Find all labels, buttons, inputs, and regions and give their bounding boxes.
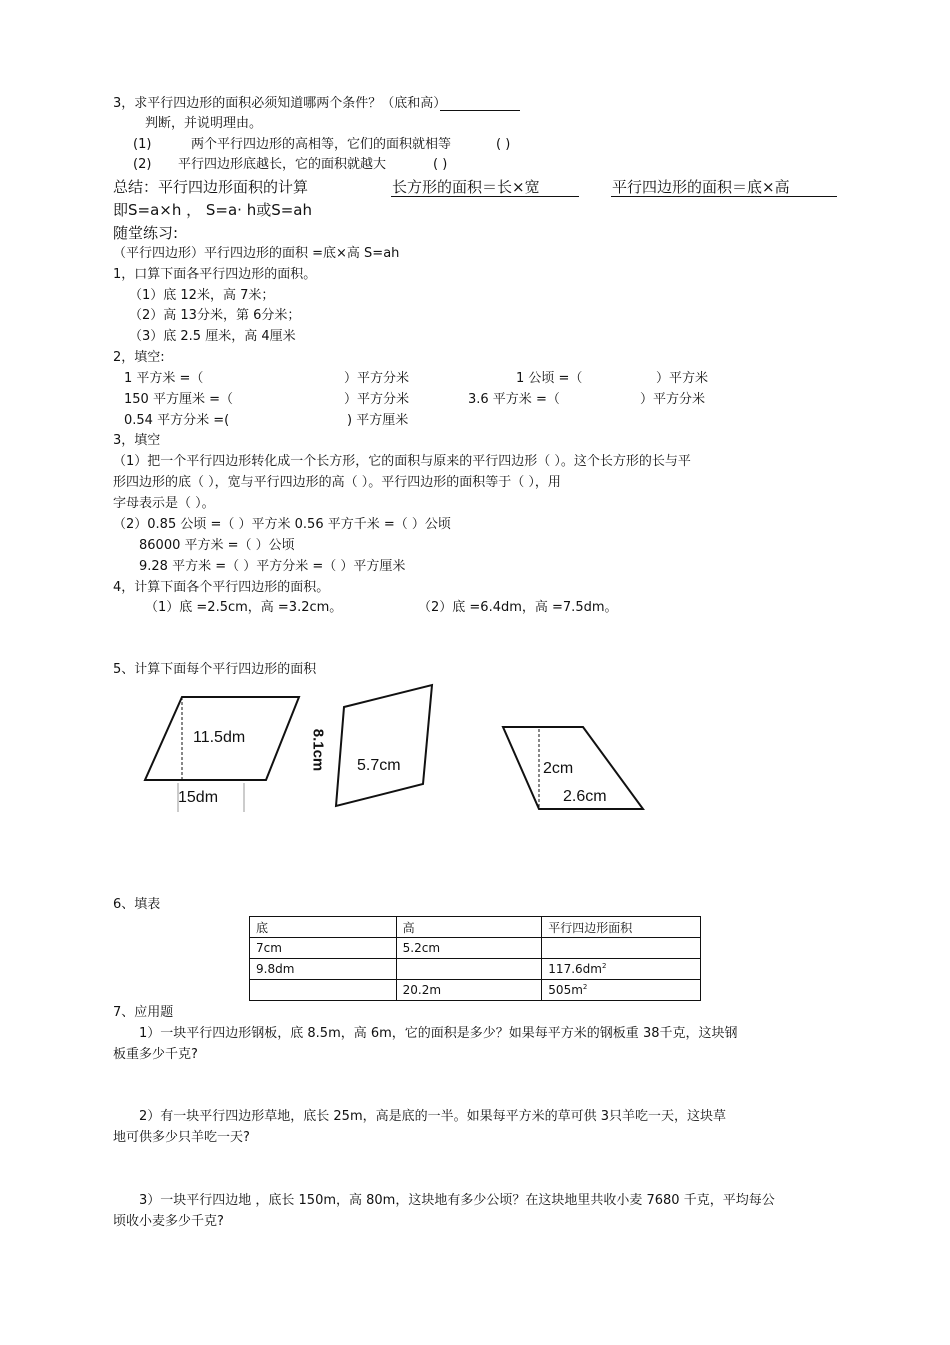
- p4-title: 4，计算下面各个平行四边形的面积。: [113, 580, 330, 595]
- p2-row3-b: ) 平方厘米: [347, 413, 409, 428]
- summary-para-formula: 平行四边形的面积＝底×高: [612, 178, 790, 196]
- q3-item-2-text: 平行四边形底越长，它的面积就越大: [178, 157, 387, 172]
- p2-row1-a: 1 平方米 =（: [124, 371, 204, 386]
- shape1-base-label: 15dm: [178, 789, 219, 806]
- p2-row3-a: 0.54 平方分米 =(: [124, 413, 230, 428]
- table-header-cell: 平行四边形面积: [542, 917, 701, 938]
- parallelogram-2: [336, 685, 432, 806]
- shape2-side-label: 8.1cm: [309, 728, 327, 772]
- p7-problem-1-line-2: 板重多少千克?: [113, 1047, 198, 1062]
- summary-label: 总结：平行四边形面积的计算: [113, 178, 309, 196]
- p2-row2-c: 3.6 平方米 =（: [468, 392, 560, 407]
- table-header-row: [250, 917, 701, 938]
- q3-item-2-num: (2): [133, 157, 152, 172]
- summary-letter-formula: 即S=a×h ， S=a· h或S=ah: [113, 201, 313, 219]
- p3-line-2: 形四边形的底（ ），宽与平行四边形的高（ ）。平行四边形的面积等于（ ），用: [113, 475, 561, 490]
- table-row: [250, 938, 701, 959]
- q3-judge-intro: 判断，并说明理由。: [145, 116, 263, 131]
- p3-line-4: （2）0.85 公顷 =（ ）平方米 0.56 平方千米 =（ ）公顷: [113, 517, 451, 532]
- table-cell[interactable]: 20.2m: [396, 980, 542, 1001]
- table-header-cell: 高: [396, 917, 542, 938]
- table-cell[interactable]: [396, 959, 542, 980]
- shape3-height-label: 2cm: [543, 760, 574, 777]
- table-header-cell: 底: [250, 917, 397, 938]
- p4-item-2: （2）底 =6.4dm，高 =7.5dm。: [418, 600, 618, 615]
- p2-title: 2，填空:: [113, 350, 165, 365]
- p3-line-3: 字母表示是（ ）。: [113, 496, 215, 511]
- p2-row1-c: 1 公顷 =（: [516, 371, 583, 386]
- p4-item-1: （1）底 =2.5cm，高 =3.2cm。: [145, 600, 343, 615]
- p1-item-1: （1）底 12米，高 7米；: [129, 288, 275, 303]
- shape1-height-label: 11.5dm: [193, 729, 246, 746]
- p7-problem-2-line-1: 2）有一块平行四边形草地，底长 25m，高是底的一半。如果每平方米的草可供 3只羊吃一天，这块草: [139, 1109, 727, 1124]
- p3-line-6: 9.28 平方米 =（ ）平方分米 =（ ）平方厘米: [139, 559, 406, 574]
- p2-row1-b: ）平方分米: [344, 371, 410, 386]
- practice-formula-line: （平行四边形）平行四边形的面积 =底×高 S=ah: [113, 246, 400, 261]
- table-cell[interactable]: 7cm: [250, 938, 397, 959]
- q3-item-2-paren: ( ): [433, 157, 448, 172]
- p7-title: 7、应用题: [113, 1005, 174, 1020]
- shape3-base-label: 2.6cm: [563, 788, 607, 805]
- p2-row2-d: ）平方分米: [640, 392, 706, 407]
- shape2-base-label: 5.7cm: [357, 757, 401, 774]
- table-cell-value: 117.6dm: [548, 962, 602, 976]
- q3-item-1-text: 两个平行四边形的高相等，它们的面积就相等: [191, 137, 452, 152]
- table-cell[interactable]: 5.2cm: [396, 938, 542, 959]
- table-row: [250, 959, 701, 980]
- unit-superscript: 2: [601, 962, 607, 970]
- table-row: [250, 980, 701, 1001]
- p1-title: 1，口算下面各平行四边形的面积。: [113, 267, 317, 282]
- p2-row1-d: ）平方米: [656, 371, 709, 386]
- p7-problem-3-line-2: 顷收小麦多少千克?: [113, 1214, 224, 1229]
- p3-line-1: （1）把一个平行四边形转化成一个长方形，它的面积与原来的平行四边形（ ）。这个长方形的长与平: [113, 454, 691, 469]
- p7-problem-1-line-1: 1）一块平行四边形钢板，底 8.5m，高 6m，它的面积是多少？如果每平方米的钢板重 38千克，这块钢: [139, 1026, 738, 1041]
- practice-title: 随堂练习:: [113, 224, 179, 242]
- p3-title: 3，填空: [113, 433, 161, 448]
- p2-row2-b: ）平方分米: [344, 392, 410, 407]
- q3-item-1-paren: ( ): [496, 137, 511, 152]
- fill-table: [249, 916, 701, 1001]
- p7-problem-2-line-2: 地可供多少只羊吃一天?: [113, 1130, 250, 1145]
- p3-line-5: 86000 平方米 =（ ）公顷: [139, 538, 295, 553]
- p1-item-3: （3）底 2.5 厘米，高 4厘米: [129, 329, 296, 344]
- table-cell[interactable]: [250, 980, 397, 1001]
- p1-item-2: （2）高 13分米，第 6分米；: [129, 308, 301, 323]
- unit-superscript: 2: [582, 983, 588, 991]
- q3-title: 3，求平行四边形的面积必须知道哪两个条件？（底和高）: [113, 96, 447, 111]
- p7-problem-3-line-1: 3）一块平行四边地 ，底长 150m，高 80m，这块地有多少公顷？在这块地里共收小麦 7680 千克，平均每公: [139, 1193, 775, 1208]
- p2-row2-a: 150 平方厘米 =（: [124, 392, 233, 407]
- table-cell[interactable]: [542, 938, 701, 959]
- p5-title: 5、计算下面每个平行四边形的面积: [113, 662, 317, 677]
- q3-item-1-num: (1): [133, 137, 152, 152]
- table-cell[interactable]: [542, 980, 701, 1001]
- table-cell[interactable]: [542, 959, 701, 980]
- table-cell-value: 505m: [548, 983, 583, 997]
- p6-title: 6、填表: [113, 897, 161, 912]
- summary-rect-formula: 长方形的面积＝长×宽: [392, 178, 540, 196]
- table-cell[interactable]: 9.8dm: [250, 959, 397, 980]
